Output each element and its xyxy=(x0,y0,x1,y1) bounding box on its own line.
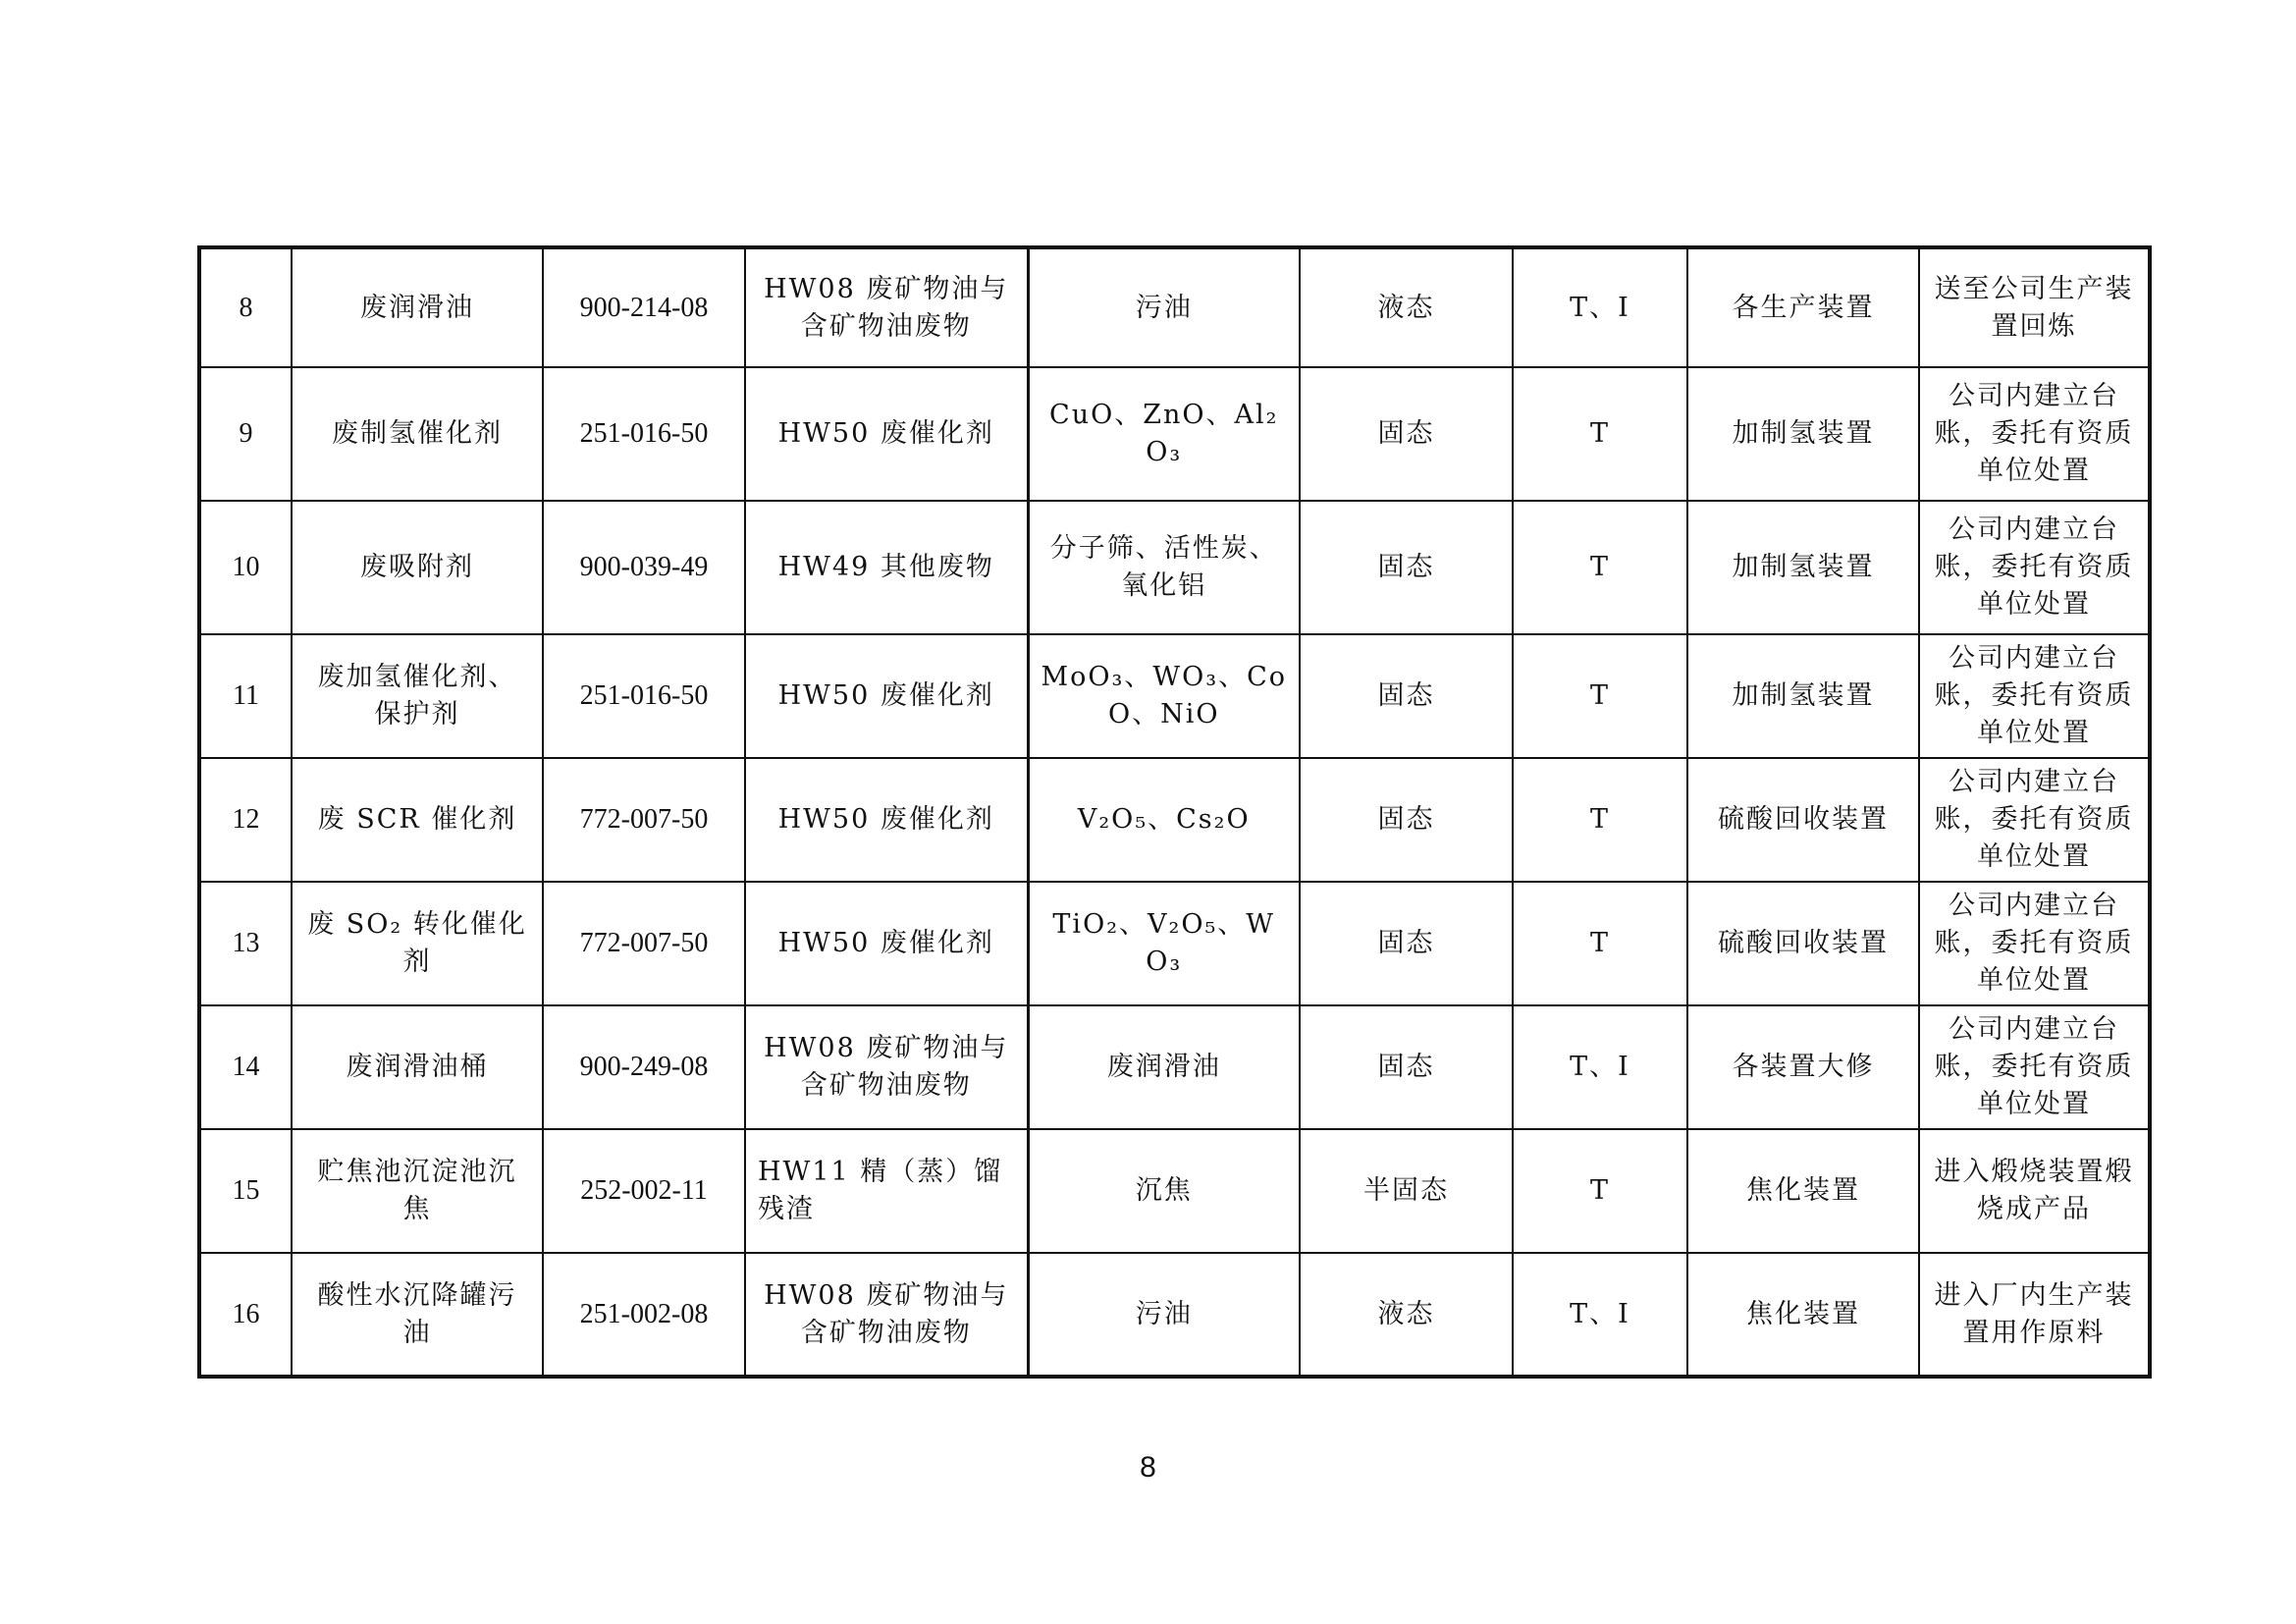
cell-waste-code: 251-002-08 xyxy=(543,1253,745,1377)
table-row xyxy=(199,501,2150,634)
cell-waste-code: 772-007-50 xyxy=(543,882,745,1005)
cell-physical-form: 固态 xyxy=(1300,501,1513,634)
hazardous-waste-table xyxy=(197,245,2152,1379)
cell-physical-form: 半固态 xyxy=(1300,1129,1513,1253)
cell-disposal-method: 公司内建立台账，委托有资质单位处置 xyxy=(1919,634,2150,758)
cell-number: 12 xyxy=(199,758,292,882)
table-row xyxy=(199,367,2150,501)
cell-waste-category: HW50 废催化剂 xyxy=(745,758,1028,882)
cell-number: 15 xyxy=(199,1129,292,1253)
cell-source-unit: 焦化装置 xyxy=(1687,1253,1919,1377)
cell-hazardous-component: MoO₃、WO₃、CoO、NiO xyxy=(1028,634,1300,758)
cell-source-unit: 各生产装置 xyxy=(1687,247,1919,367)
cell-disposal-method: 公司内建立台账，委托有资质单位处置 xyxy=(1919,758,2150,882)
cell-source-unit: 加制氢装置 xyxy=(1687,634,1919,758)
cell-disposal-method: 送至公司生产装置回炼 xyxy=(1919,247,2150,367)
cell-hazard-property: T xyxy=(1513,634,1687,758)
cell-number: 9 xyxy=(199,367,292,501)
cell-disposal-method: 进入厂内生产装置用作原料 xyxy=(1919,1253,2150,1377)
cell-physical-form: 固态 xyxy=(1300,882,1513,1005)
table-row xyxy=(199,1129,2150,1253)
cell-source-unit: 焦化装置 xyxy=(1687,1129,1919,1253)
cell-waste-code: 772-007-50 xyxy=(543,758,745,882)
cell-waste-name: 废 SCR 催化剂 xyxy=(292,758,543,882)
table-row xyxy=(199,758,2150,882)
cell-waste-code: 252-002-11 xyxy=(543,1129,745,1253)
cell-hazardous-component: 污油 xyxy=(1028,247,1300,367)
cell-waste-category: HW11 精（蒸）馏残渣 xyxy=(745,1129,1028,1253)
table-row xyxy=(199,1253,2150,1377)
cell-hazardous-component: CuO、ZnO、Al₂O₃ xyxy=(1028,367,1300,501)
cell-disposal-method: 公司内建立台账，委托有资质单位处置 xyxy=(1919,501,2150,634)
table-row xyxy=(199,634,2150,758)
cell-waste-category: HW08 废矿物油与含矿物油废物 xyxy=(745,1005,1028,1129)
cell-source-unit: 加制氢装置 xyxy=(1687,367,1919,501)
cell-hazardous-component: 沉焦 xyxy=(1028,1129,1300,1253)
cell-hazard-property: T xyxy=(1513,882,1687,1005)
cell-waste-name: 废 SO₂ 转化催化剂 xyxy=(292,882,543,1005)
cell-waste-category: HW08 废矿物油与含矿物油废物 xyxy=(745,247,1028,367)
cell-hazardous-component: 废润滑油 xyxy=(1028,1005,1300,1129)
cell-waste-name: 贮焦池沉淀池沉焦 xyxy=(292,1129,543,1253)
table-row xyxy=(199,882,2150,1005)
table-row xyxy=(199,247,2150,367)
cell-disposal-method: 公司内建立台账，委托有资质单位处置 xyxy=(1919,882,2150,1005)
cell-hazard-property: T xyxy=(1513,501,1687,634)
cell-waste-category: HW08 废矿物油与含矿物油废物 xyxy=(745,1253,1028,1377)
cell-hazard-property: T、I xyxy=(1513,1253,1687,1377)
cell-hazardous-component: 污油 xyxy=(1028,1253,1300,1377)
cell-physical-form: 固态 xyxy=(1300,1005,1513,1129)
cell-number: 13 xyxy=(199,882,292,1005)
cell-waste-code: 251-016-50 xyxy=(543,367,745,501)
page-number: 8 xyxy=(1140,1451,1156,1484)
cell-waste-code: 900-249-08 xyxy=(543,1005,745,1129)
cell-number: 10 xyxy=(199,501,292,634)
cell-physical-form: 固态 xyxy=(1300,634,1513,758)
cell-waste-name: 废润滑油桶 xyxy=(292,1005,543,1129)
cell-waste-category: HW50 废催化剂 xyxy=(745,882,1028,1005)
cell-hazardous-component: 分子筛、活性炭、氧化铝 xyxy=(1028,501,1300,634)
cell-physical-form: 液态 xyxy=(1300,1253,1513,1377)
cell-source-unit: 硫酸回收装置 xyxy=(1687,758,1919,882)
cell-waste-name: 酸性水沉降罐污油 xyxy=(292,1253,543,1377)
table-row xyxy=(199,1005,2150,1129)
cell-hazardous-component: V₂O₅、Cs₂O xyxy=(1028,758,1300,882)
cell-hazard-property: T、I xyxy=(1513,1005,1687,1129)
cell-physical-form: 固态 xyxy=(1300,758,1513,882)
cell-waste-name: 废加氢催化剂、保护剂 xyxy=(292,634,543,758)
cell-waste-category: HW50 废催化剂 xyxy=(745,634,1028,758)
cell-waste-code: 900-214-08 xyxy=(543,247,745,367)
cell-waste-category: HW50 废催化剂 xyxy=(745,367,1028,501)
cell-hazard-property: T xyxy=(1513,1129,1687,1253)
cell-hazard-property: T xyxy=(1513,367,1687,501)
cell-number: 8 xyxy=(199,247,292,367)
cell-disposal-method: 公司内建立台账，委托有资质单位处置 xyxy=(1919,367,2150,501)
cell-number: 14 xyxy=(199,1005,292,1129)
cell-disposal-method: 进入煅烧装置煅烧成产品 xyxy=(1919,1129,2150,1253)
cell-disposal-method: 公司内建立台账，委托有资质单位处置 xyxy=(1919,1005,2150,1129)
cell-waste-name: 废制氢催化剂 xyxy=(292,367,543,501)
cell-waste-code: 900-039-49 xyxy=(543,501,745,634)
cell-source-unit: 各装置大修 xyxy=(1687,1005,1919,1129)
cell-number: 16 xyxy=(199,1253,292,1377)
cell-physical-form: 固态 xyxy=(1300,367,1513,501)
cell-number: 11 xyxy=(199,634,292,758)
cell-hazard-property: T xyxy=(1513,758,1687,882)
cell-physical-form: 液态 xyxy=(1300,247,1513,367)
cell-source-unit: 加制氢装置 xyxy=(1687,501,1919,634)
cell-source-unit: 硫酸回收装置 xyxy=(1687,882,1919,1005)
table-body xyxy=(199,247,2150,1377)
cell-hazard-property: T、I xyxy=(1513,247,1687,367)
cell-waste-code: 251-016-50 xyxy=(543,634,745,758)
cell-waste-category: HW49 其他废物 xyxy=(745,501,1028,634)
cell-waste-name: 废吸附剂 xyxy=(292,501,543,634)
cell-waste-name: 废润滑油 xyxy=(292,247,543,367)
cell-hazardous-component: TiO₂、V₂O₅、WO₃ xyxy=(1028,882,1300,1005)
